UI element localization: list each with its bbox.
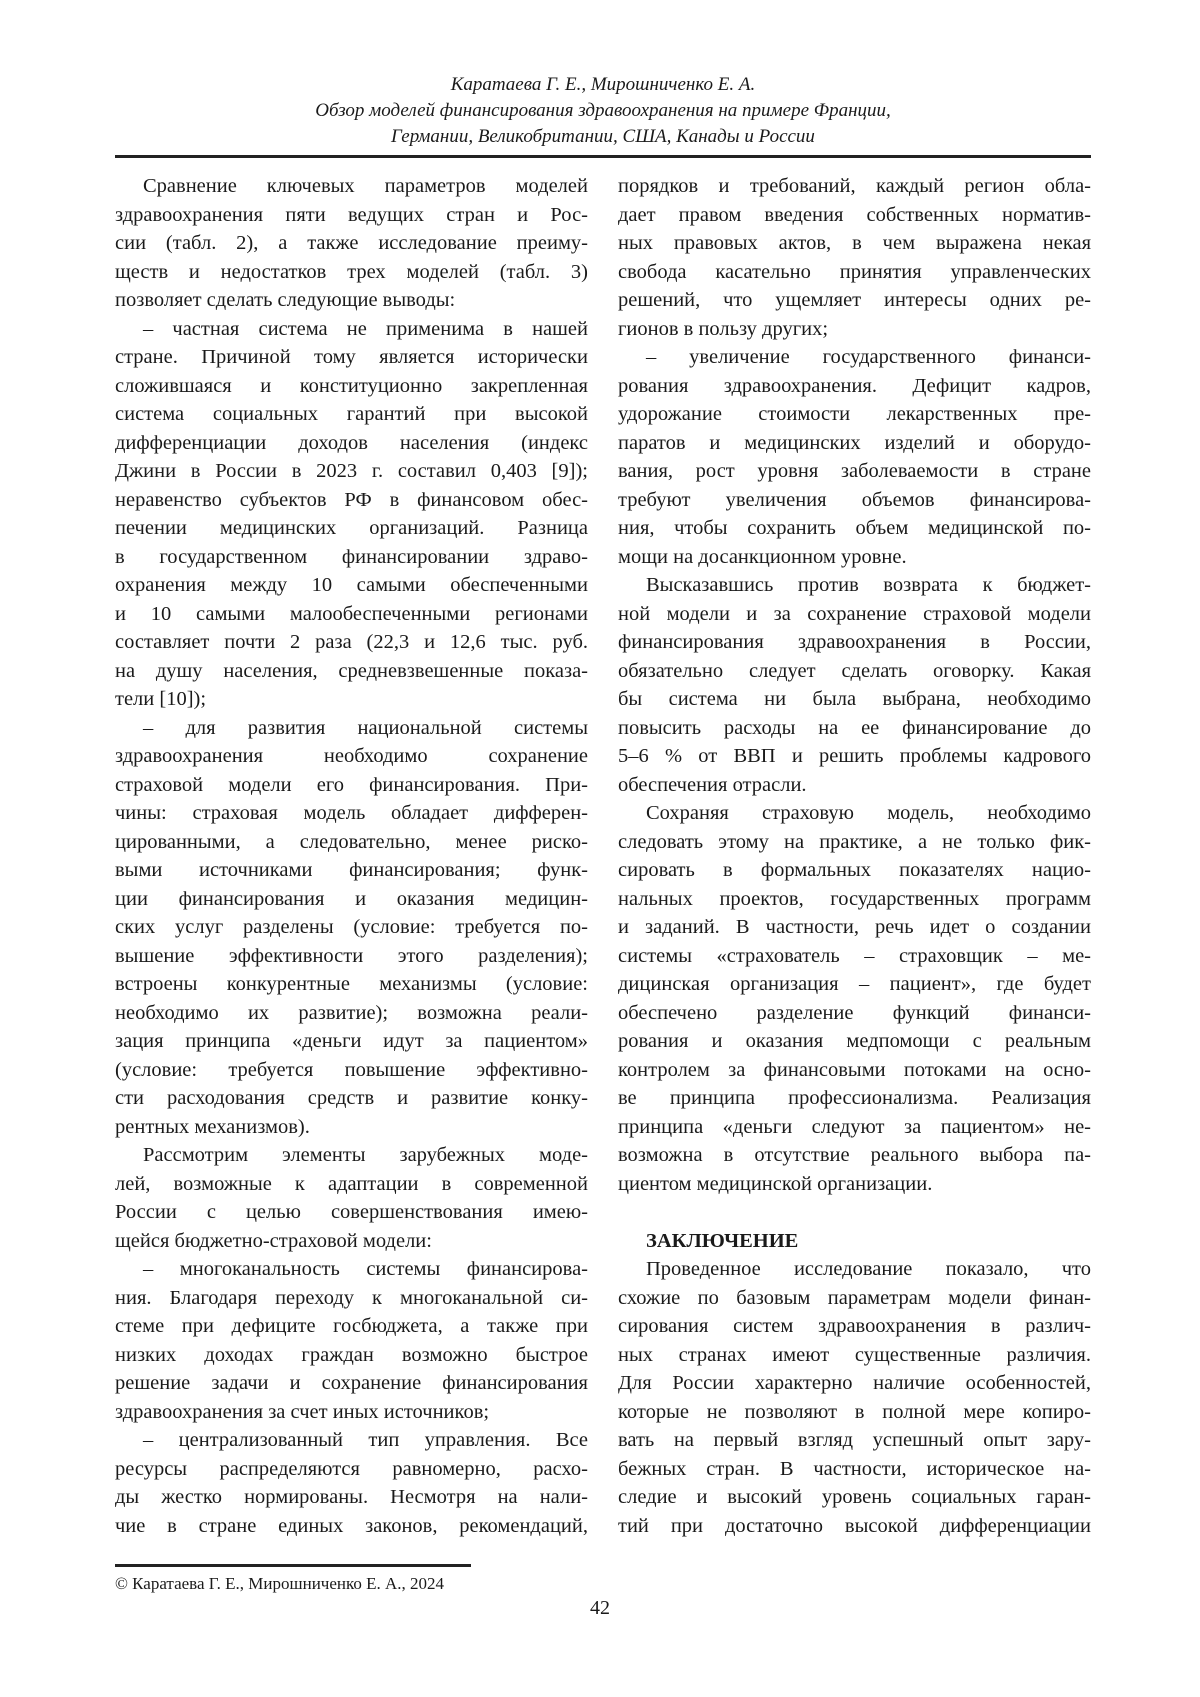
text-line: (условие: требуется повышение эффективно- xyxy=(115,1056,588,1085)
text-line: низких доходах граждан возможно быстрое xyxy=(115,1341,588,1370)
text-line: рентных механизмов). xyxy=(115,1113,588,1142)
text-line: чие в стране единых законов, рекомендаций, xyxy=(115,1512,588,1541)
paragraph xyxy=(618,799,1091,1198)
text-line: порядков и требований, каждый регион обла- xyxy=(618,172,1091,201)
paragraph xyxy=(618,172,1091,343)
text-line: лей, возможные к адаптации в современной xyxy=(115,1170,588,1199)
text-line: обеспечено разделение функций финанси- xyxy=(618,999,1091,1028)
text-line: ресурсы распределяются равномерно, расхо- xyxy=(115,1455,588,1484)
text-line: неравенство субъектов РФ в финансовом обес- xyxy=(115,486,588,515)
text-line: ной модели и за сохранение страховой модели xyxy=(618,600,1091,629)
text-line: системы «страхователь – страховщик – ме- xyxy=(618,942,1091,971)
text-line: тели [10]); xyxy=(115,685,588,714)
text-line: и заданий. В частности, речь идет о создании xyxy=(618,913,1091,942)
text-line: Для России характерно наличие особенностей, xyxy=(618,1369,1091,1398)
text-line: бежных стран. В частности, историческое на- xyxy=(618,1455,1091,1484)
text-line: Джини в России в 2023 г. составил 0,403 [9]); xyxy=(115,457,588,486)
text-line: ды жестко нормированы. Несмотря на нали- xyxy=(115,1483,588,1512)
header-title-line: Обзор моделей финансирования здравоохранения на примере Франции, xyxy=(115,98,1091,124)
text-line: цированными, а следовательно, менее риско- xyxy=(115,828,588,857)
text-line: следовать этому на практике, а не только фик- xyxy=(618,828,1091,857)
text-line: – централизованный тип управления. Все xyxy=(115,1426,588,1455)
text-line: Проведенное исследование показало, что xyxy=(618,1255,1091,1284)
text-line: охранения между 10 самыми обеспеченными xyxy=(115,571,588,600)
paragraph xyxy=(618,343,1091,571)
header-title-line: Германии, Великобритании, США, Канады и России xyxy=(115,124,1091,150)
text-line: составляет почти 2 раза (22,3 и 12,6 тыс. руб. xyxy=(115,628,588,657)
text-line: Рассмотрим элементы зарубежных моде- xyxy=(115,1141,588,1170)
text-line: страховой модели его финансирования. При- xyxy=(115,771,588,800)
text-line: – для развития национальной системы xyxy=(115,714,588,743)
text-line: необходимо их развитие); возможна реали- xyxy=(115,999,588,1028)
text-line: повысить расходы на ее финансирование до xyxy=(618,714,1091,743)
text-line: решение задачи и сохранение финансирования xyxy=(115,1369,588,1398)
text-line: обязательно следует сделать оговорку. Какая xyxy=(618,657,1091,686)
text-line: на душу населения, средневзвешенные показа- xyxy=(115,657,588,686)
text-line: нальных проектов, государственных программ xyxy=(618,885,1091,914)
text-line: сти расходования средств и развитие конку- xyxy=(115,1084,588,1113)
footnote-divider xyxy=(115,1564,471,1567)
text-line: контролем за финансовыми потоками на осно- xyxy=(618,1056,1091,1085)
text-line: чины: страховая модель обладает дифферен- xyxy=(115,799,588,828)
header-divider xyxy=(115,155,1091,158)
text-line: дифференциации доходов населения (индекс xyxy=(115,429,588,458)
text-line: сложившаяся и конституционно закрепленная xyxy=(115,372,588,401)
text-line: 5–6 % от ВВП и решить проблемы кадрового xyxy=(618,742,1091,771)
text-line: щейся бюджетно-страховой модели: xyxy=(115,1227,588,1256)
text-line: здравоохранения за счет иных источников; xyxy=(115,1398,588,1427)
text-line: требуют увеличения объемов финансирова- xyxy=(618,486,1091,515)
text-line: свобода касательно принятия управленческих xyxy=(618,258,1091,287)
text-line: – частная система не применима в нашей xyxy=(115,315,588,344)
text-line: вания, рост уровня заболеваемости в стране xyxy=(618,457,1091,486)
text-line: решений, что ущемляет интересы одних ре- xyxy=(618,286,1091,315)
text-line: сии (табл. 2), а также исследование преиму- xyxy=(115,229,588,258)
text-line: сировать в формальных показателях нацио- xyxy=(618,856,1091,885)
paragraph xyxy=(115,714,588,1142)
text-line: в государственном финансировании здраво- xyxy=(115,543,588,572)
paragraph xyxy=(115,172,588,315)
paragraph xyxy=(115,1255,588,1426)
text-line: финансирования здравоохранения в России, xyxy=(618,628,1091,657)
paragraph xyxy=(618,571,1091,799)
text-line: печении медицинских организаций. Разница xyxy=(115,514,588,543)
text-line: встроены конкурентные механизмы (условие: xyxy=(115,970,588,999)
text-line: дицинская организация – пациент», где будет xyxy=(618,970,1091,999)
text-line: Высказавшись против возврата к бюджет- xyxy=(618,571,1091,600)
section-heading: ЗАКЛЮЧЕНИЕ xyxy=(618,1227,1091,1256)
right-column xyxy=(618,172,1091,1540)
text-line: зация принципа «деньги идут за пациентом» xyxy=(115,1027,588,1056)
text-line: мощи на досанкционном уровне. xyxy=(618,543,1091,572)
text-line: паратов и медицинских изделий и оборудо- xyxy=(618,429,1091,458)
text-line: ских услуг разделены (условие: требуется по- xyxy=(115,913,588,942)
text-line: дает правом введения собственных норматив- xyxy=(618,201,1091,230)
page-number: 42 xyxy=(0,1597,1200,1620)
text-line: – увеличение государственного финанси- xyxy=(618,343,1091,372)
text-line: ве принципа профессионализма. Реализация xyxy=(618,1084,1091,1113)
text-line: ния. Благодаря переходу к многоканальной си- xyxy=(115,1284,588,1313)
text-line: обеспечения отрасли. xyxy=(618,771,1091,800)
text-line: которые не позволяют в полной мере копиро- xyxy=(618,1398,1091,1427)
text-line: ния, чтобы сохранить объем медицинской по- xyxy=(618,514,1091,543)
paragraph xyxy=(115,315,588,714)
text-line: здравоохранения пяти ведущих стран и Рос- xyxy=(115,201,588,230)
header-authors: Каратаева Г. Е., Мирошниченко Е. А. xyxy=(115,72,1091,98)
text-line: стеме при дефиците госбюджета, а также при xyxy=(115,1312,588,1341)
text-line: схожие по базовым параметрам модели финан- xyxy=(618,1284,1091,1313)
text-line: ных правовых актов, в чем выражена некая xyxy=(618,229,1091,258)
text-line: возможна в отсутствие реального выбора па- xyxy=(618,1141,1091,1170)
text-line: ществ и недостатков трех моделей (табл. 3) xyxy=(115,258,588,287)
text-line: принципа «деньги следуют за пациентом» не- xyxy=(618,1113,1091,1142)
text-line: Сохраняя страховую модель, необходимо xyxy=(618,799,1091,828)
paragraph xyxy=(618,1255,1091,1540)
copyright-footnote: © Каратаева Г. Е., Мирошниченко Е. А., 2024 xyxy=(115,1574,444,1594)
text-line: следие и высокий уровень социальных гаран- xyxy=(618,1483,1091,1512)
text-line: выми источниками финансирования; функ- xyxy=(115,856,588,885)
text-line: ных странах имеют существенные различия. xyxy=(618,1341,1091,1370)
text-line: Сравнение ключевых параметров моделей xyxy=(115,172,588,201)
text-line: тий при достаточно высокой дифференциации xyxy=(618,1512,1091,1541)
text-line: России с целью совершенствования имею- xyxy=(115,1198,588,1227)
text-line: бы система ни была выбрана, необходимо xyxy=(618,685,1091,714)
running-header xyxy=(115,72,1091,150)
text-line: ции финансирования и оказания медицин- xyxy=(115,885,588,914)
text-line: здравоохранения необходимо сохранение xyxy=(115,742,588,771)
text-line: рования здравоохранения. Дефицит кадров, xyxy=(618,372,1091,401)
paragraph xyxy=(115,1141,588,1255)
left-column xyxy=(115,172,588,1540)
text-line: удорожание стоимости лекарственных пре- xyxy=(618,400,1091,429)
text-line: стране. Причиной тому является исторически xyxy=(115,343,588,372)
text-line: позволяет сделать следующие выводы: xyxy=(115,286,588,315)
text-line: сирования систем здравоохранения в различ- xyxy=(618,1312,1091,1341)
text-line: – многоканальность системы финансирова- xyxy=(115,1255,588,1284)
text-line: вышение эффективности этого разделения); xyxy=(115,942,588,971)
paragraph xyxy=(115,1426,588,1540)
text-line: рования и оказания медпомощи с реальным xyxy=(618,1027,1091,1056)
text-line: вать на первый взгляд успешный опыт зару- xyxy=(618,1426,1091,1455)
text-line: гионов в пользу других; xyxy=(618,315,1091,344)
text-line: циентом медицинской организации. xyxy=(618,1170,1091,1199)
text-line: и 10 самыми малообеспеченными регионами xyxy=(115,600,588,629)
text-line: система социальных гарантий при высокой xyxy=(115,400,588,429)
